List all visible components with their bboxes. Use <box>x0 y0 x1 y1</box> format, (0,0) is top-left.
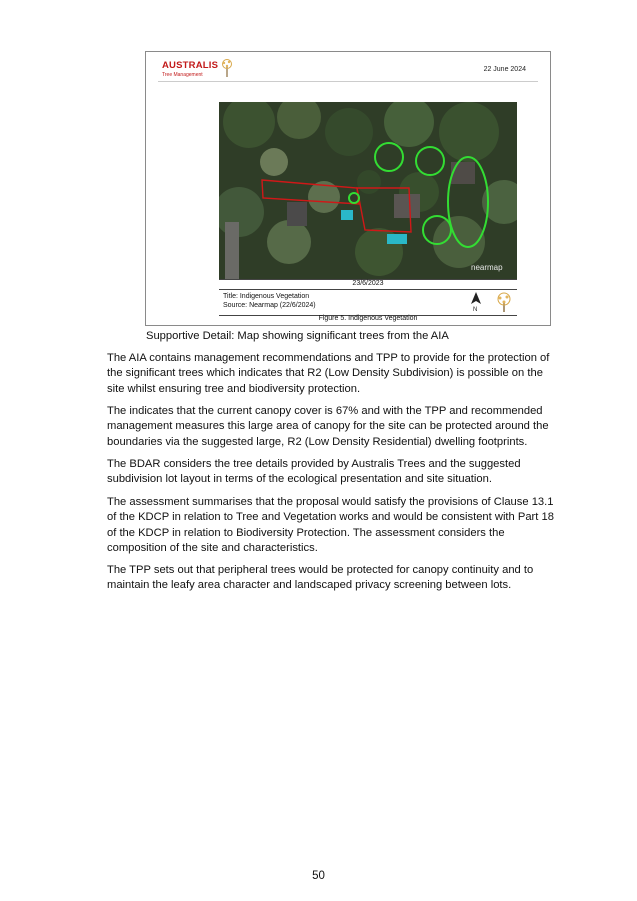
paragraph-line: subdivision lot layout in terms of the ecological presentation and site situation. <box>107 473 492 486</box>
paragraph-3 <box>107 457 587 488</box>
aerial-map-drawing <box>219 102 517 279</box>
building-roof <box>287 202 307 226</box>
nearmap-watermark: nearmap <box>471 263 503 272</box>
paragraph-2 <box>107 404 587 450</box>
tree-logo-icon <box>495 292 513 313</box>
paragraph-1 <box>107 351 587 397</box>
header-divider <box>158 81 538 82</box>
pool <box>387 234 407 244</box>
paragraph-line: The TPP sets out that peripheral trees would be protected for canopy continuity and to <box>107 564 534 576</box>
north-arrow-icon <box>469 291 483 316</box>
map-source: Source: Nearmap (22/6/2024) <box>223 302 316 309</box>
paragraph-line: The BDAR considers the tree details provided by Australis Trees and the suggested <box>107 458 521 470</box>
road-strip <box>225 222 239 279</box>
figure-caption: Figure 5. Indigenous Vegetation <box>318 315 418 322</box>
pool <box>341 210 353 220</box>
report-date: 22 June 2024 <box>483 66 526 73</box>
paragraph-line: The AIA contains management recommendations and TPP to provide for the protection of <box>107 352 550 364</box>
north-label: N <box>473 307 478 311</box>
paragraph-line: the significant trees which indicates that R2 (Low Density Subdivision) is possible on the <box>107 367 543 380</box>
building-roof <box>394 194 420 218</box>
paragraph-line: boundaries via the suggested large, R2 (Low Density Residential) dwelling footprints. <box>107 435 528 448</box>
paragraph-line: The assessment summarises that the proposal would satisfy the provisions of Clause 13.1 <box>107 496 554 508</box>
aerial-map-image <box>219 102 517 279</box>
building-roof <box>451 162 475 184</box>
map-info-panel <box>219 289 517 316</box>
paragraph-line: maintain the leafy area character and landscaped privacy screening between lots. <box>107 579 512 592</box>
page-number: 50 <box>312 870 325 882</box>
paragraph-4 <box>107 495 587 556</box>
tree-logo-icon <box>220 58 234 78</box>
paragraph-line: site whilst ensuring tree and biodiversity protection. <box>107 382 361 395</box>
company-logo-text: AUSTRALIS <box>162 60 219 71</box>
map-capture-date: 23/6/2023 <box>219 279 517 290</box>
paragraph-5 <box>107 563 587 594</box>
paragraph-line: The indicates that the current canopy cover is 67% and with the TPP and recommended <box>107 405 543 417</box>
company-logo-subtext: Tree Management <box>162 72 203 78</box>
paragraph-line: of the KDCP in relation to Biodiversity Protection. The assessment considers the <box>107 526 505 539</box>
paragraph-line: composition of the site and characteristics. <box>107 541 318 554</box>
figure-frame <box>145 51 551 326</box>
figure-header <box>158 56 538 82</box>
map-title: Title: Indigenous Vegetation <box>223 293 310 300</box>
paragraph-line: management measures this large area of canopy for the site can be protected around the <box>107 420 549 433</box>
supportive-detail: Supportive Detail: Map showing significant trees from the AIA <box>146 330 449 342</box>
paragraph-line: of the KDCP in relation to Tree and Vegetation works and would be consistent with Part 18 <box>107 511 554 524</box>
